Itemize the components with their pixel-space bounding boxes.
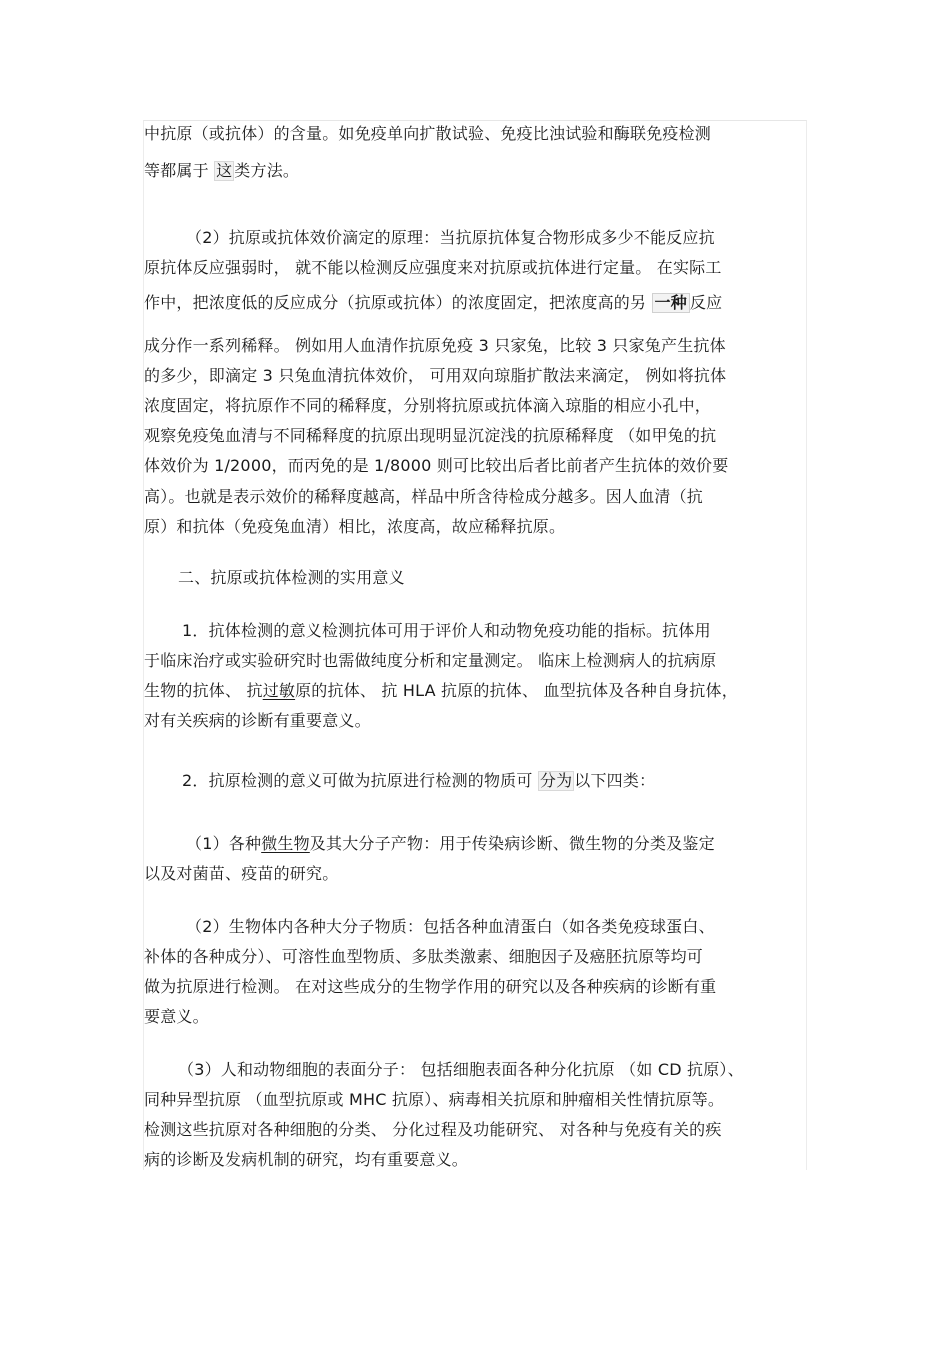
text-line: 等都属于 这 类方法。: [144, 161, 300, 180]
section-heading: 二、抗原或抗体检测的实用意义: [178, 568, 405, 587]
text-line: （1）各种微生物及其大分子产物：用于传染病诊断、微生物的分类及鉴定: [186, 834, 715, 853]
text-line: （2）生物体内各种大分子物质：包括各种血清蛋白（如各类免疫球蛋白、: [186, 917, 715, 936]
text-line: 生物的抗体、 抗过敏原的抗体、 抗 HLA 抗原的抗体、 血型抗体及各种自身抗体，: [144, 681, 738, 700]
text-line: 观察免疫兔血清与不同稀释度的抗原出现明显沉淀浅的抗原稀释度 （如甲兔的抗: [144, 426, 717, 445]
text-line: 补体的各种成分）、可溶性血型物质、多肽类激素、细胞因子及癌胚抗原等均可: [144, 947, 704, 966]
text-line: 要意义。: [144, 1007, 209, 1026]
text-line: 浓度固定，将抗原作不同的稀释度，分别将抗原或抗体滴入琼脂的相应小孔中，: [144, 396, 712, 415]
highlighted-word: 一种: [652, 293, 690, 313]
underlined-word: 微生物: [261, 834, 310, 853]
text-line: 对有关疾病的诊断有重要意义。: [144, 711, 371, 730]
text-line: 中抗原（或抗体）的含量。如免疫单向扩散试验、免疫比浊试验和酶联免疫检测: [144, 124, 712, 143]
text-line: 作中，把浓度低的反应成分（抗原或抗体）的浓度固定，把浓度高的另 一种 反应: [144, 293, 723, 312]
text-line: （3）人和动物细胞的表面分子： 包括细胞表面各种分化抗原 （如 CD 抗原）、: [178, 1060, 744, 1079]
text-line: 成分作一系列稀释。 例如用人血清作抗原免疫 3 只家兔，比较 3 只家兔产生抗体: [144, 336, 726, 355]
text-line: 原抗体反应强弱时， 就不能以检测反应强度来对抗原或抗体进行定量。 在实际工: [144, 258, 722, 277]
text-line: 做为抗原进行检测。 在对这些成分的生物学作用的研究以及各种疾病的诊断有重: [144, 977, 717, 996]
text-line: 高）。也就是表示效价的稀释度越高，样品中所含待检成分越多。因人血清（抗: [144, 487, 704, 506]
text-line: 原）和抗体（免疫兔血清）相比，浓度高，故应稀释抗原。: [144, 517, 566, 536]
text-line: 同种异型抗原 （血型抗原或 MHC 抗原）、病毒相关抗原和肿瘤相关性情抗原等。: [144, 1090, 725, 1109]
text-line: 检测这些抗原对各种细胞的分类、 分化过程及功能研究、 对各种与免疫有关的疾: [144, 1120, 722, 1139]
text-line: 2．抗原检测的意义可做为抗原进行检测的物质可 分为 以下四类：: [182, 771, 656, 790]
underlined-word: 过敏: [262, 681, 296, 700]
text-line: 的多少，即滴定 3 只兔血清抗体效价， 可用双向琼脂扩散法来滴定， 例如将抗体: [144, 366, 727, 385]
text-line: 1．抗体检测的意义检测抗体可用于评价人和动物免疫功能的指标。抗体用: [182, 621, 711, 640]
highlighted-word: 这: [216, 161, 233, 180]
text-line: 体效价为 1/2000，而丙免的是 1/8000 则可比较出后者比前者产生抗体的效价要: [144, 456, 729, 475]
text-line: （2）抗原或抗体效价滴定的原理：当抗原抗体复合物形成多少不能反应抗: [186, 228, 715, 247]
text-line: 以及对菌苗、疫苗的研究。: [144, 864, 339, 883]
text-line: 于临床治疗或实验研究时也需做纯度分析和定量测定。 临床上检测病人的抗病原: [144, 651, 717, 670]
text-line: 病的诊断及发病机制的研究，均有重要意义。: [144, 1150, 469, 1169]
highlighted-word: 分为: [539, 771, 573, 790]
